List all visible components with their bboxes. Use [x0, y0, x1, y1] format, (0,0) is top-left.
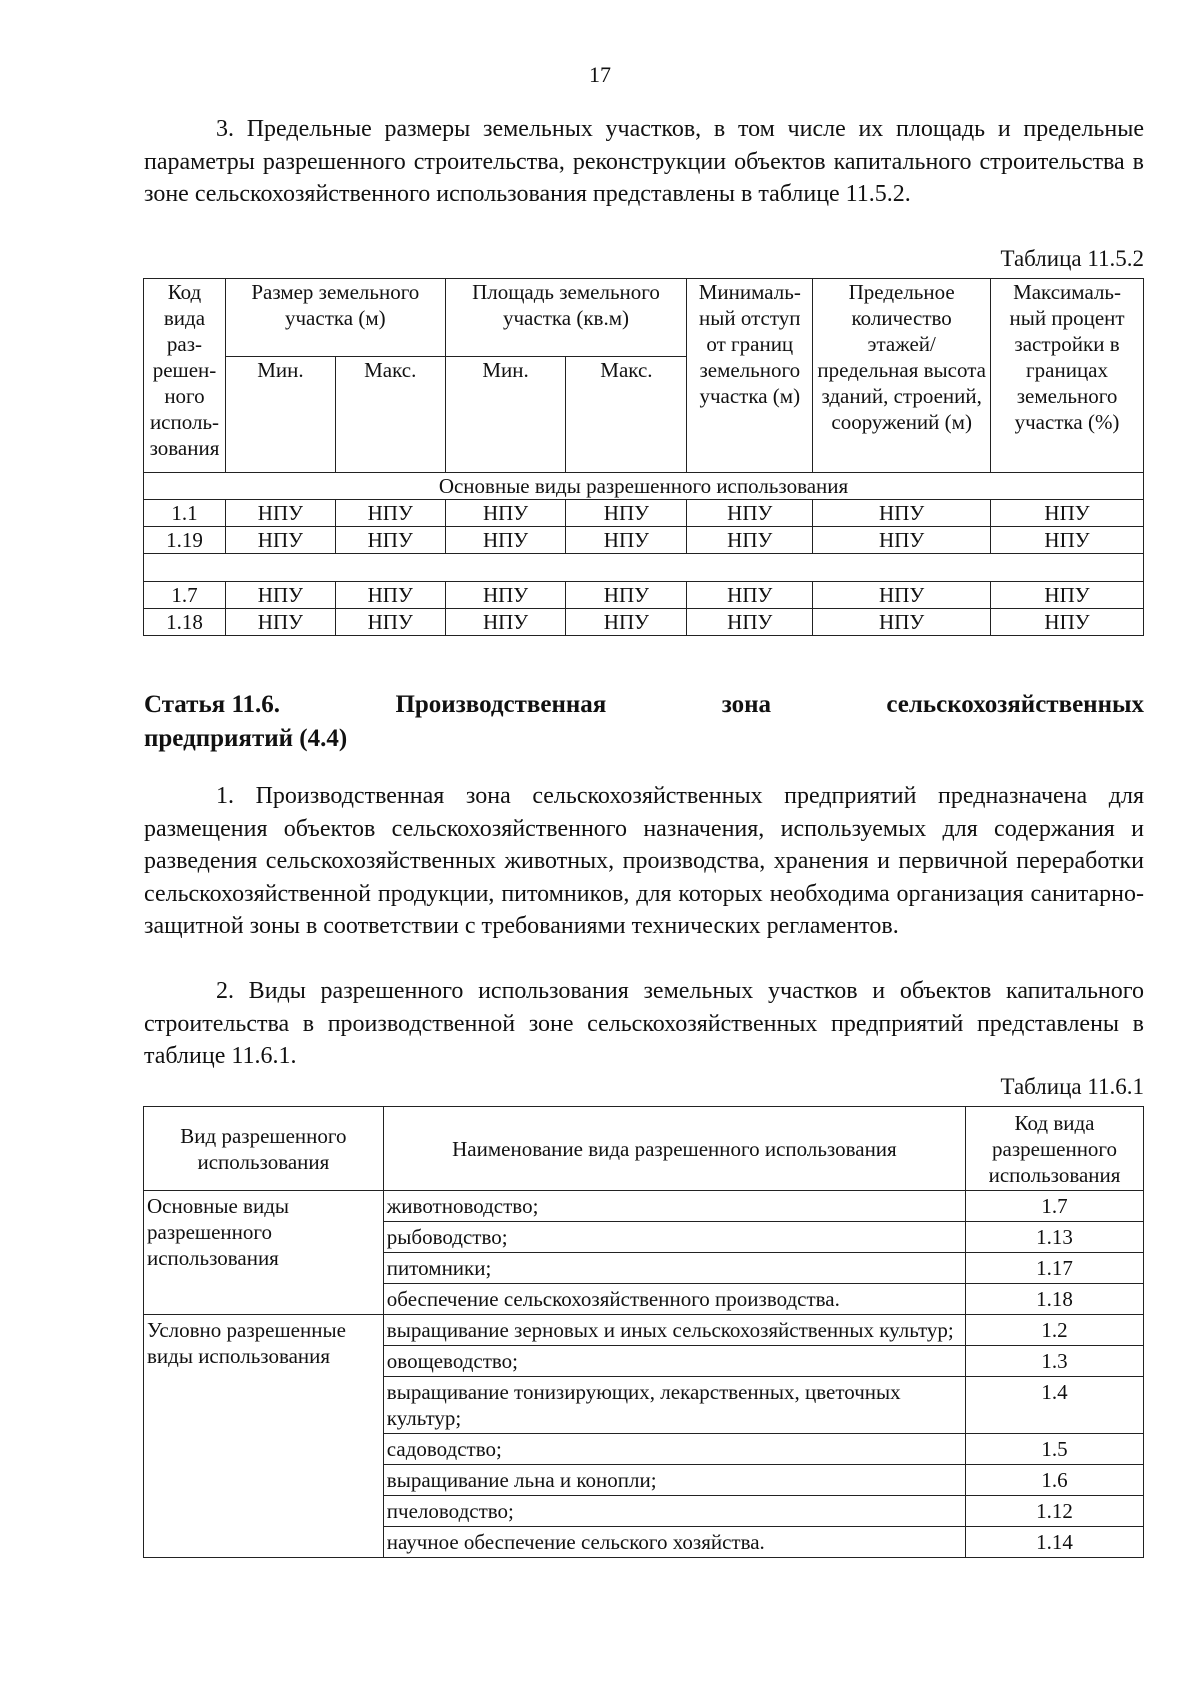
- use-code: 1.13: [966, 1222, 1144, 1253]
- article-heading-word: сельскохозяйственных: [886, 691, 1144, 718]
- cell: НПУ: [566, 500, 687, 527]
- use-name: выращивание зерновых и иных сельскохозяйственных культур;: [383, 1315, 965, 1346]
- header-size-max: Макс.: [335, 357, 445, 473]
- cell: НПУ: [813, 582, 991, 609]
- section-main-uses: Основные виды разрешенного использования: [144, 473, 1144, 500]
- use-code: 1.7: [966, 1191, 1144, 1222]
- use-name: питомники;: [383, 1253, 965, 1284]
- use-name: выращивание льна и конопли;: [383, 1465, 965, 1496]
- header-size: Размер земельного участка (м): [225, 279, 445, 357]
- header-name: Наименование вида разрешенного использования: [383, 1107, 965, 1191]
- header-floors: Предельное количество этажей/ предельная высота зданий, строений, сооружений (м): [813, 279, 991, 473]
- header-kind: Вид разрешенного использования: [144, 1107, 384, 1191]
- cell: НПУ: [225, 500, 335, 527]
- cell: НПУ: [225, 527, 335, 554]
- article-heading-word: зона: [721, 691, 771, 718]
- cell: НПУ: [687, 500, 813, 527]
- use-code: 1.6: [966, 1465, 1144, 1496]
- cell: НПУ: [813, 500, 991, 527]
- table-11-5-2-caption: Таблица 11.5.2: [1000, 246, 1144, 271]
- cell: НПУ: [225, 609, 335, 636]
- cell: 1.7: [144, 582, 226, 609]
- use-name: рыбоводство;: [383, 1222, 965, 1253]
- table-row: [144, 1315, 1144, 1346]
- use-code: 1.5: [966, 1434, 1144, 1465]
- use-name: садоводство;: [383, 1434, 965, 1465]
- use-name: обеспечение сельскохозяйственного производства.: [383, 1284, 965, 1315]
- header-max-percent: Максималь- ный процент застройки в границах земельного участка (%): [991, 279, 1144, 473]
- cell: НПУ: [813, 609, 991, 636]
- cell: НПУ: [445, 500, 566, 527]
- use-code: 1.18: [966, 1284, 1144, 1315]
- cell: НПУ: [991, 527, 1144, 554]
- header-size-min: Мин.: [225, 357, 335, 473]
- cell: НПУ: [335, 527, 445, 554]
- use-name: животноводство;: [383, 1191, 965, 1222]
- use-code: 1.3: [966, 1346, 1144, 1377]
- cell: НПУ: [813, 527, 991, 554]
- page-number: 17: [589, 62, 611, 87]
- table-11-5-2: [143, 278, 1144, 636]
- cell: НПУ: [687, 582, 813, 609]
- paragraph-3: 3. Предельные размеры земельных участков, в том числе их площадь и предельные параметры разрешенного строительства, реконструкции объектов капитального строительства в зоне сельскохозяйственного использования представлены в таблице 11.5.2.: [144, 116, 1144, 207]
- article-heading: [144, 688, 1144, 756]
- table-11-6-1-caption: Таблица 11.6.1: [1000, 1074, 1144, 1099]
- header-area-max: Макс.: [566, 357, 687, 473]
- use-code: 1.14: [966, 1527, 1144, 1558]
- cell: 1.18: [144, 609, 226, 636]
- cell: НПУ: [566, 582, 687, 609]
- use-code: 1.17: [966, 1253, 1144, 1284]
- use-name: пчеловодство;: [383, 1496, 965, 1527]
- cell: НПУ: [566, 527, 687, 554]
- cell: 1.1: [144, 500, 226, 527]
- use-code: 1.4: [966, 1377, 1144, 1434]
- group-conditional-label: Условно разрешенные виды использования: [144, 1315, 384, 1558]
- cell: НПУ: [445, 609, 566, 636]
- table-row: [144, 1191, 1144, 1222]
- cell: НПУ: [687, 527, 813, 554]
- table-row: [144, 582, 1144, 609]
- header-code: Код вида разрешенного использования: [966, 1107, 1144, 1191]
- use-code: 1.2: [966, 1315, 1144, 1346]
- header-area-min: Мин.: [445, 357, 566, 473]
- cell: НПУ: [991, 582, 1144, 609]
- cell: НПУ: [335, 500, 445, 527]
- cell: НПУ: [991, 500, 1144, 527]
- use-name: научное обеспечение сельского хозяйства.: [383, 1527, 965, 1558]
- article-heading-line2: предприятий (4.4): [144, 725, 348, 752]
- cell: НПУ: [445, 527, 566, 554]
- group-main-label: Основные виды разрешенного использования: [144, 1191, 384, 1315]
- article-heading-word: Статья 11.6.: [144, 691, 281, 718]
- cell: НПУ: [687, 609, 813, 636]
- cell: НПУ: [335, 582, 445, 609]
- table-row: [144, 609, 1144, 636]
- cell: НПУ: [335, 609, 445, 636]
- table-row: [144, 527, 1144, 554]
- header-min-offset: Минималь- ный отступ от границ земельного участка (м): [687, 279, 813, 473]
- header-code: Код вида раз- решен- ного исполь- зования: [144, 279, 226, 473]
- cell: 1.19: [144, 527, 226, 554]
- use-name: овощеводство;: [383, 1346, 965, 1377]
- cell: НПУ: [566, 609, 687, 636]
- use-code: 1.12: [966, 1496, 1144, 1527]
- table-row: [144, 500, 1144, 527]
- cell: НПУ: [225, 582, 335, 609]
- paragraph-article-1: 1. Производственная зона сельскохозяйственных предприятий предназначена для размещения объектов сельскохозяйственного назначения, используемых для содержания и разведения сельскохозяйственных животных, производства, хранения и первичной переработки сельскохозяйственной продукции, питомников, для которых необходима организация санитарно-защитной зоны в соответствии с требованиями технических регламентов.: [144, 783, 1144, 939]
- header-area: Площадь земельного участка (кв.м): [445, 279, 687, 357]
- cell: НПУ: [445, 582, 566, 609]
- article-heading-word: Производственная: [395, 691, 607, 718]
- paragraph-article-2: 2. Виды разрешенного использования земельных участков и объектов капитального строительства в производственной зоне сельскохозяйственных предприятий представлены в таблице 11.6.1.: [144, 978, 1144, 1069]
- use-name: выращивание тонизирующих, лекарственных, цветочных культур;: [383, 1377, 965, 1434]
- empty-section-row: [144, 554, 1144, 582]
- cell: НПУ: [991, 609, 1144, 636]
- table-11-6-1: [143, 1106, 1144, 1558]
